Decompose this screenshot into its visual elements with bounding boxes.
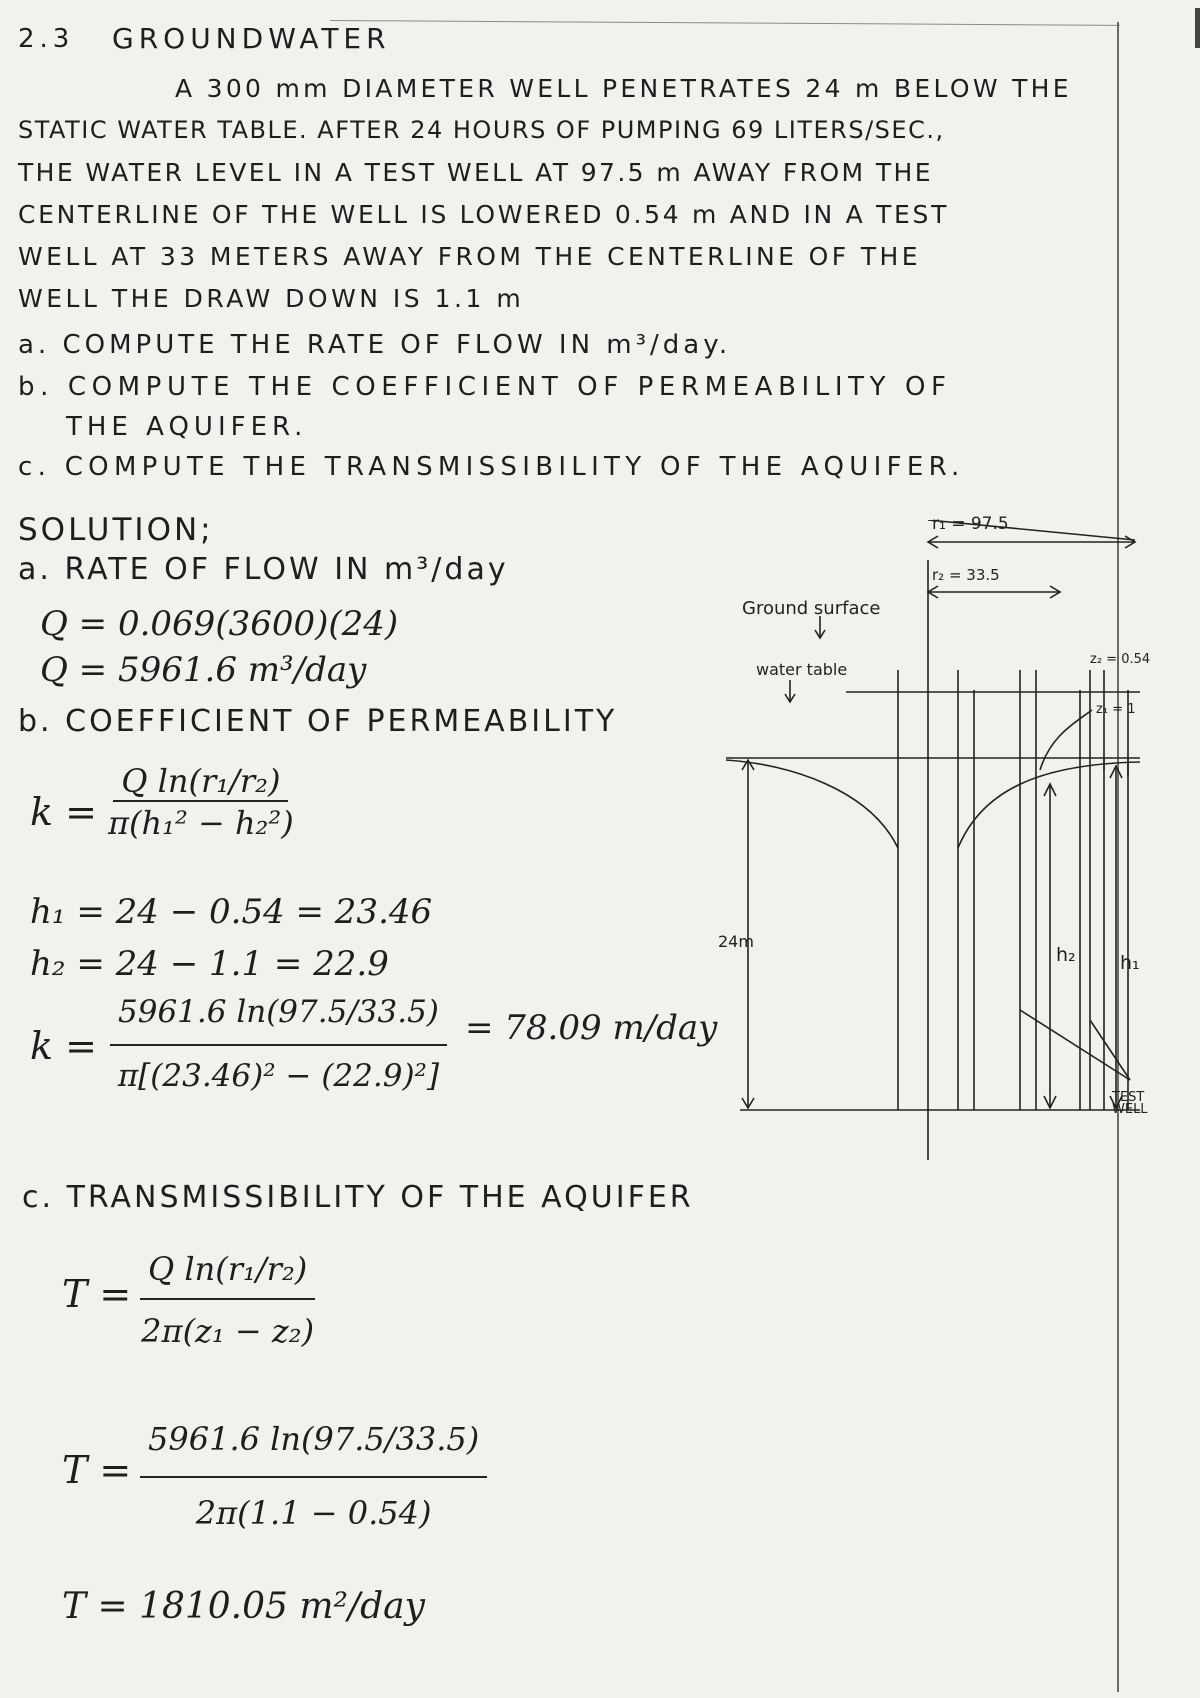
page-edge-mark [1195,8,1200,48]
part-c-title: c. TRANSMISSIBILITY OF THE AQUIFER [22,1180,694,1215]
solution-label: SOLUTION; [18,512,214,548]
t-substituted-fraction [140,1420,487,1532]
z2-label: z₂ = 0.54 [1090,652,1151,667]
water-table-label: water table [756,660,848,679]
section-number: 2.3 [18,24,75,54]
r2-label: r₂ = 33.5 [932,566,1000,584]
k-substituted-denominator: π[(23.46)² − (22.9)²] [117,1058,440,1094]
well-drawdown-diagram [718,514,1160,1160]
task-b-cont: THE AQUIFER. [66,412,308,442]
depth-label: 24m [718,932,754,951]
k-formula-lhs: k = [30,790,97,834]
k-formula-numerator: Q ln(r₁/r₂) [113,762,288,802]
t-formula-fraction [140,1250,315,1350]
problem-line: WELL AT 33 METERS AWAY FROM THE CENTERLINE OF THE [18,242,921,271]
t-substituted-lhs: T = [62,1448,132,1492]
t-result: T = 1810.05 m²/day [62,1586,425,1627]
problem-line: STATIC WATER TABLE. AFTER 24 HOURS OF PUMPING 69 LITERS/SEC., [18,116,945,144]
t-formula-denominator: 2π(z₁ − z₂) [141,1312,315,1350]
problem-line: CENTERLINE OF THE WELL IS LOWERED 0.54 m AND IN A TEST [18,200,950,229]
k-formula-fraction [108,762,294,842]
ground-surface-label: Ground surface [742,598,881,619]
k-result: = 78.09 m/day [465,1008,718,1048]
part-a-title: a. RATE OF FLOW IN m³/day [18,552,509,587]
drawdown-curve-right [958,762,1140,848]
test-well-label: TEST WELL [1112,1090,1148,1117]
flow-result: Q = 5961.6 m³/day [40,650,367,690]
t-formula-numerator: Q ln(r₁/r₂) [140,1250,315,1300]
task-a: a. COMPUTE THE RATE OF FLOW IN m³/day. [18,330,732,360]
problem-line: THE WATER LEVEL IN A TEST WELL AT 97.5 m AWAY FROM THE [18,158,933,187]
k-substituted-numerator: 5961.6 ln(97.5/33.5) [110,994,447,1046]
t-formula-lhs: T = [62,1272,132,1316]
h2-label: h₂ [1056,944,1076,966]
problem-line: A 300 mm DIAMETER WELL PENETRATES 24 m BELOW THE [175,74,1072,103]
k-substituted-fraction [110,994,447,1094]
h2-equation: h₂ = 24 − 1.1 = 22.9 [30,944,389,984]
section-title: GROUNDWATER [112,22,391,55]
h1-label: h₁ [1120,952,1140,974]
r1-label: r₁ = 97.5 [932,514,1009,534]
page-top-rule [330,20,1120,26]
task-c: c. COMPUTE THE TRANSMISSIBILITY OF THE AQUIFER. [18,452,965,482]
test-well-pointer [1090,1020,1130,1080]
k-substituted-lhs: k = [30,1024,97,1068]
k-formula-denominator: π(h₁² − h₂²) [108,804,294,842]
flow-equation: Q = 0.069(3600)(24) [40,604,399,644]
t-substituted-denominator: 2π(1.1 − 0.54) [195,1494,432,1532]
part-b-title: b. COEFFICIENT OF PERMEABILITY [18,704,618,739]
h1-equation: h₁ = 24 − 0.54 = 23.46 [30,892,433,932]
drawdown-curve-left [726,760,898,848]
problem-line: WELL THE DRAW DOWN IS 1.1 m [18,284,525,313]
t-substituted-numerator: 5961.6 ln(97.5/33.5) [140,1420,487,1478]
task-b: b. COMPUTE THE COEFFICIENT OF PERMEABILITY OF [18,372,952,402]
z1-label: z₁ = 1 [1096,702,1136,717]
z-label-pointer [1040,710,1092,770]
